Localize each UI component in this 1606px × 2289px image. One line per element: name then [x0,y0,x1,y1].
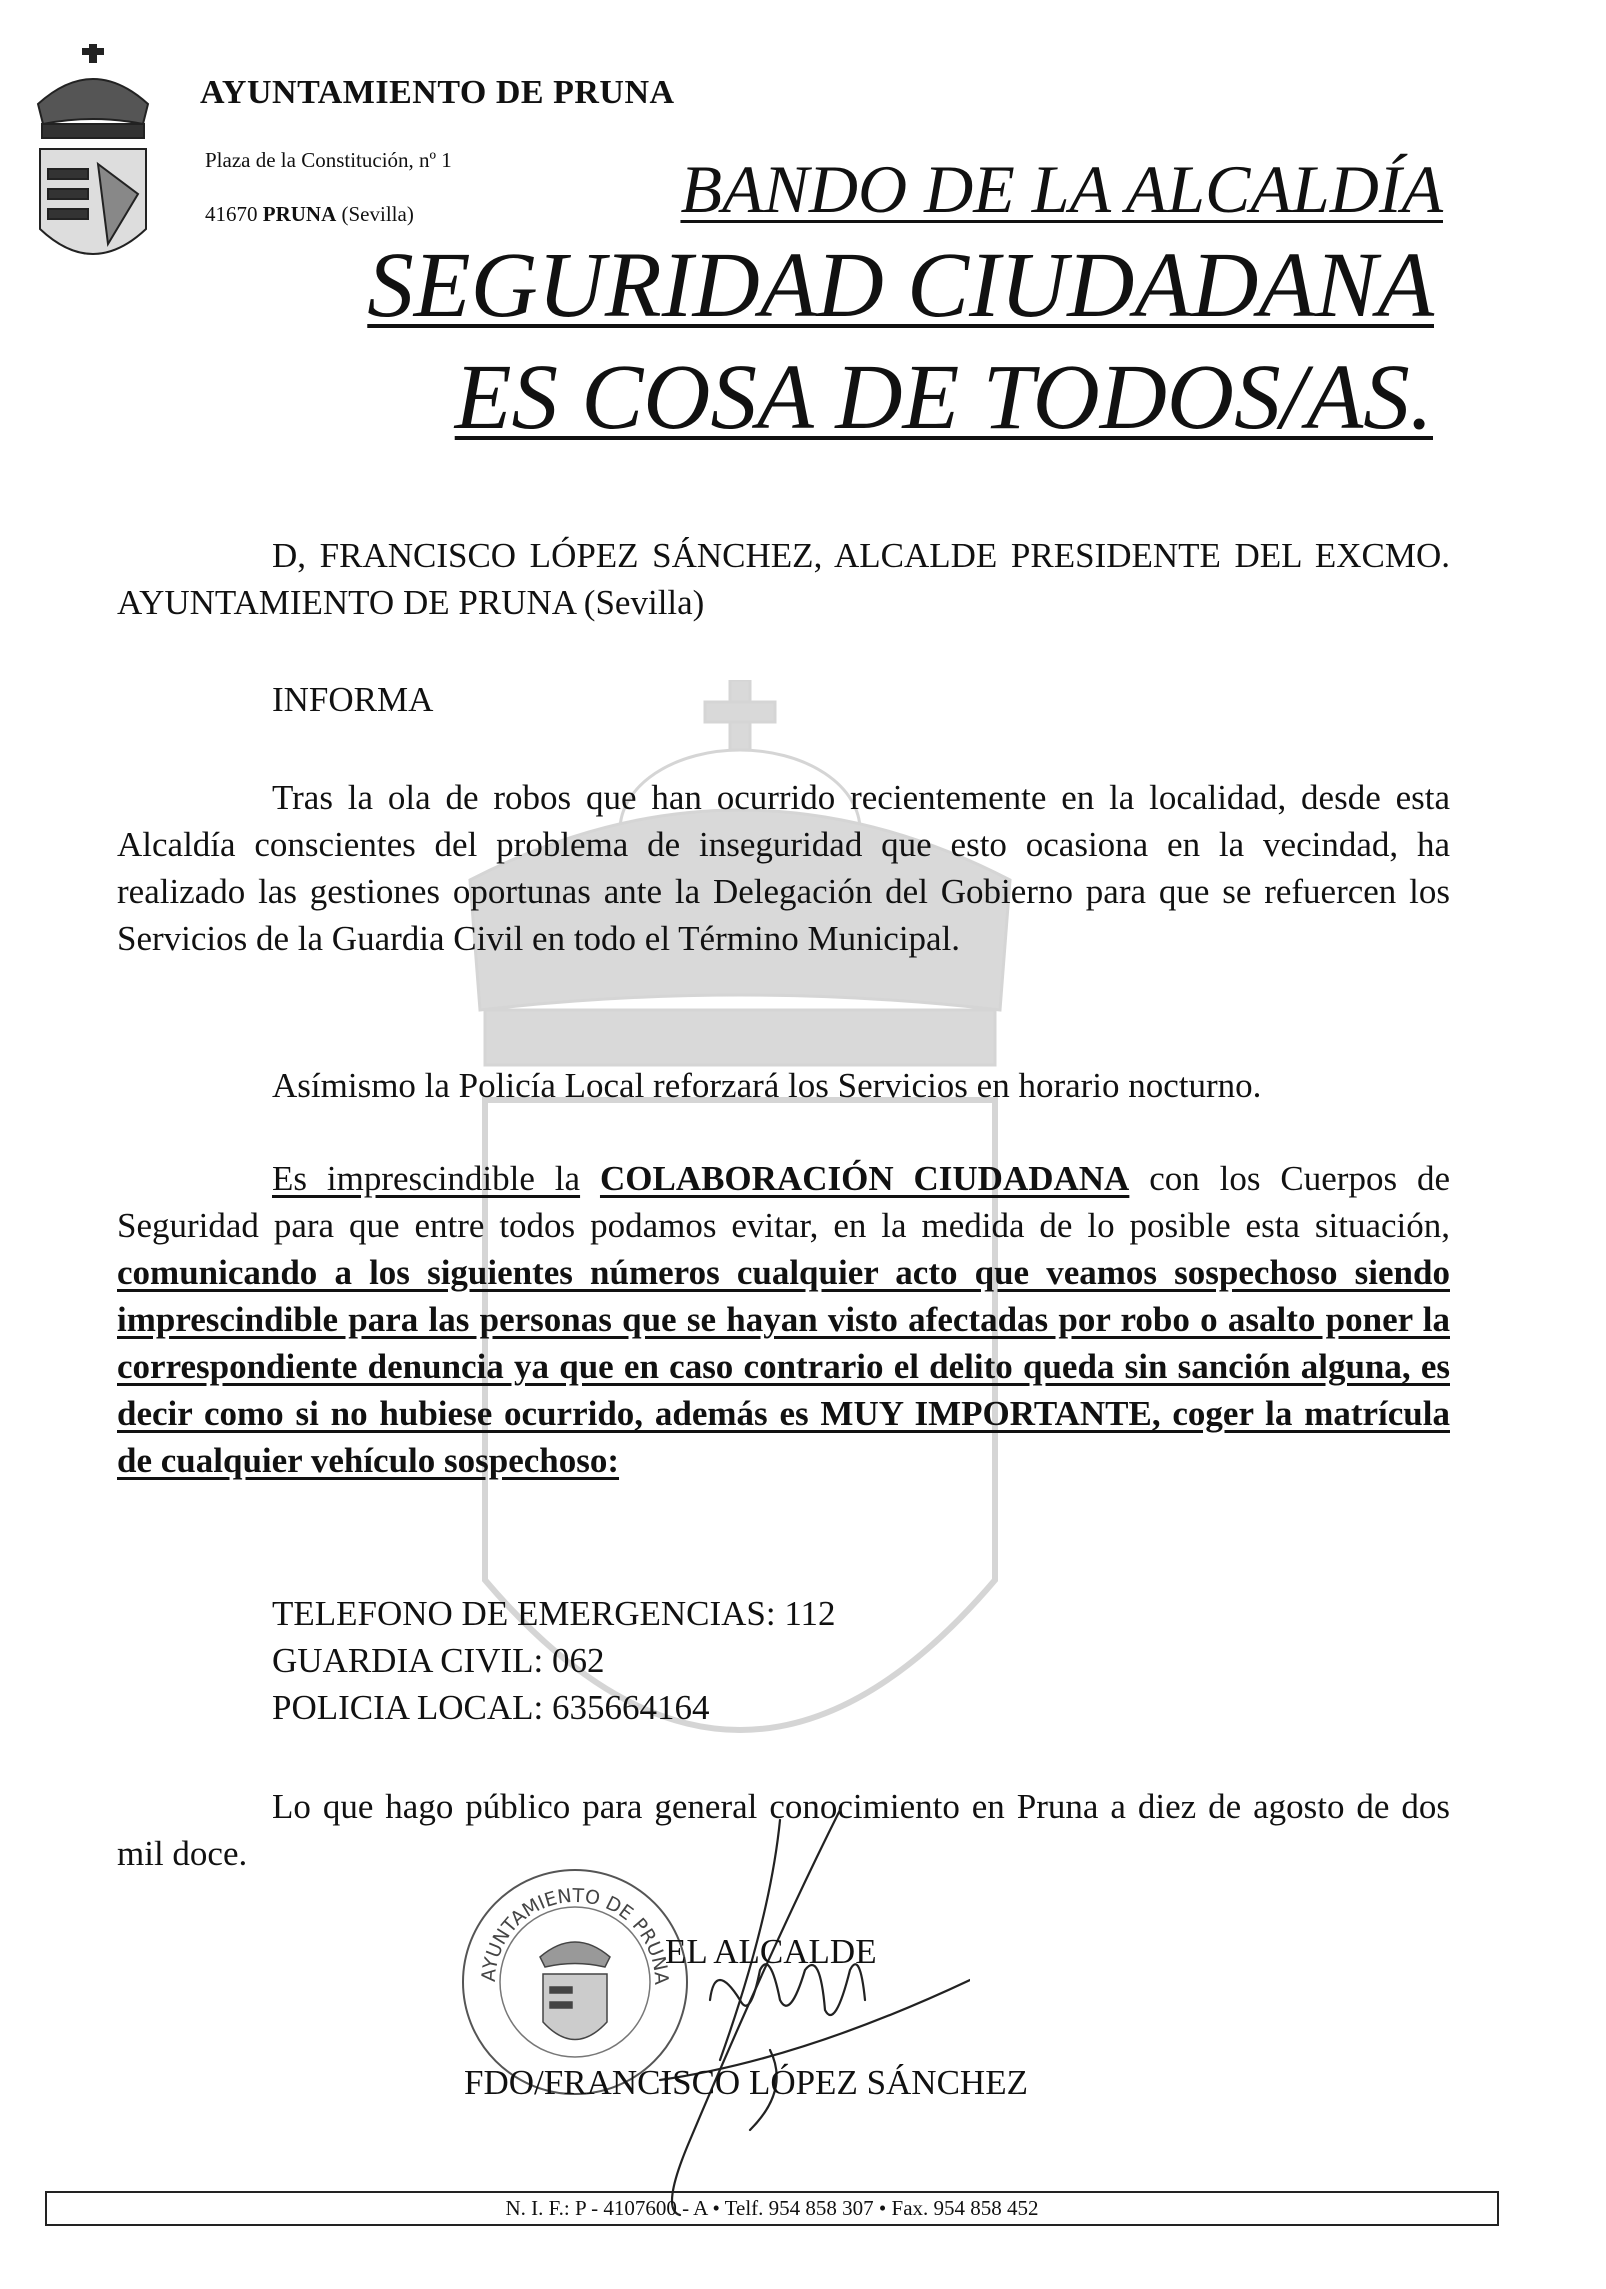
province: (Sevilla) [341,202,414,226]
city-name: PRUNA [262,202,337,226]
signer-name: FDO/FRANCISCO LÓPEZ SÁNCHEZ [464,2063,1028,2102]
organization-name: AYUNTAMIENTO DE PRUNA [200,74,675,111]
closing-paragraph: Lo que hago público para general conocimiento en Pruna a diez de agosto de dos mil doce. [117,1787,1450,1873]
informa-heading: INFORMA [272,680,434,719]
intro-paragraph: D, FRANCISCO LÓPEZ SÁNCHEZ, ALCALDE PRESIDENTE DEL EXCMO. AYUNTAMIENTO DE PRUNA (Sevilla) [117,536,1450,622]
signer-title: EL ALCALDE [665,1932,877,1971]
organization-city [205,202,414,227]
stamp-text: AYUNTAMIENTO DE PRUNA [477,1884,673,1986]
colaboracion-emphasis: COLABORACIÓN CIUDADANA [599,1159,1130,1198]
paragraph-policia-local: Asímismo la Policía Local reforzará los Servicios en horario nocturno. [272,1066,1262,1105]
colaboracion-middle: con los Cuerpos de Seguridad para que entre todos podamos evitar, en la medida de lo posible esta situación, [117,1159,1451,1245]
signature-icon [620,1800,970,2220]
paragraph-colaboracion [117,1155,1450,1484]
contact-policia-local: POLICIA LOCAL: 635664164 [272,1688,710,1727]
bando-title: BANDO DE LA ALCALDÍA [680,151,1443,227]
postal-code: 41670 [205,202,258,226]
coat-of-arms-icon [28,44,158,274]
contact-guardia-civil: GUARDIA CIVIL: 062 [272,1641,605,1680]
contact-list [272,1590,836,1731]
footer-contact-info: N. I. F.: P - 4107600 - A • Telf. 954 858 307 • Fax. 954 858 452 [505,2196,1039,2220]
footer-box [45,2191,1499,2226]
main-title-line-2: ES COSA DE TODOS/AS. [454,346,1433,449]
organization-address: Plaza de la Constitución, nº 1 [205,148,452,172]
paragraph-robos: Tras la ola de robos que han ocurrido recientemente en la localidad, desde esta Alcaldía conscientes del problema de inseguridad que esto ocasiona en la vecindad, ha realizado las gestiones oportunas ante la Delegación del Gobierno para que se refuercen los Servicios de la Guardia Civil en todo el Término Municipal. [117,778,1450,958]
main-title-line-1: SEGURIDAD CIUDADANA [367,234,1434,337]
colaboracion-instructions: comunicando a los siguientes números cualquier acto que veamos sospechoso siendo imprescindible para las personas que se hayan visto afectadas por robo o asalto poner la correspondiente denuncia ya que en caso contrario el delito queda sin sanción alguna, es decir como si no hubiese ocurrido, además es MUY IMPORTANTE, coger la matrícula de cualquier vehículo sospechoso: [117,1253,1450,1480]
colaboracion-lead: Es imprescindible la [272,1159,581,1198]
contact-emergencias: TELEFONO DE EMERGENCIAS: 112 [272,1594,836,1633]
